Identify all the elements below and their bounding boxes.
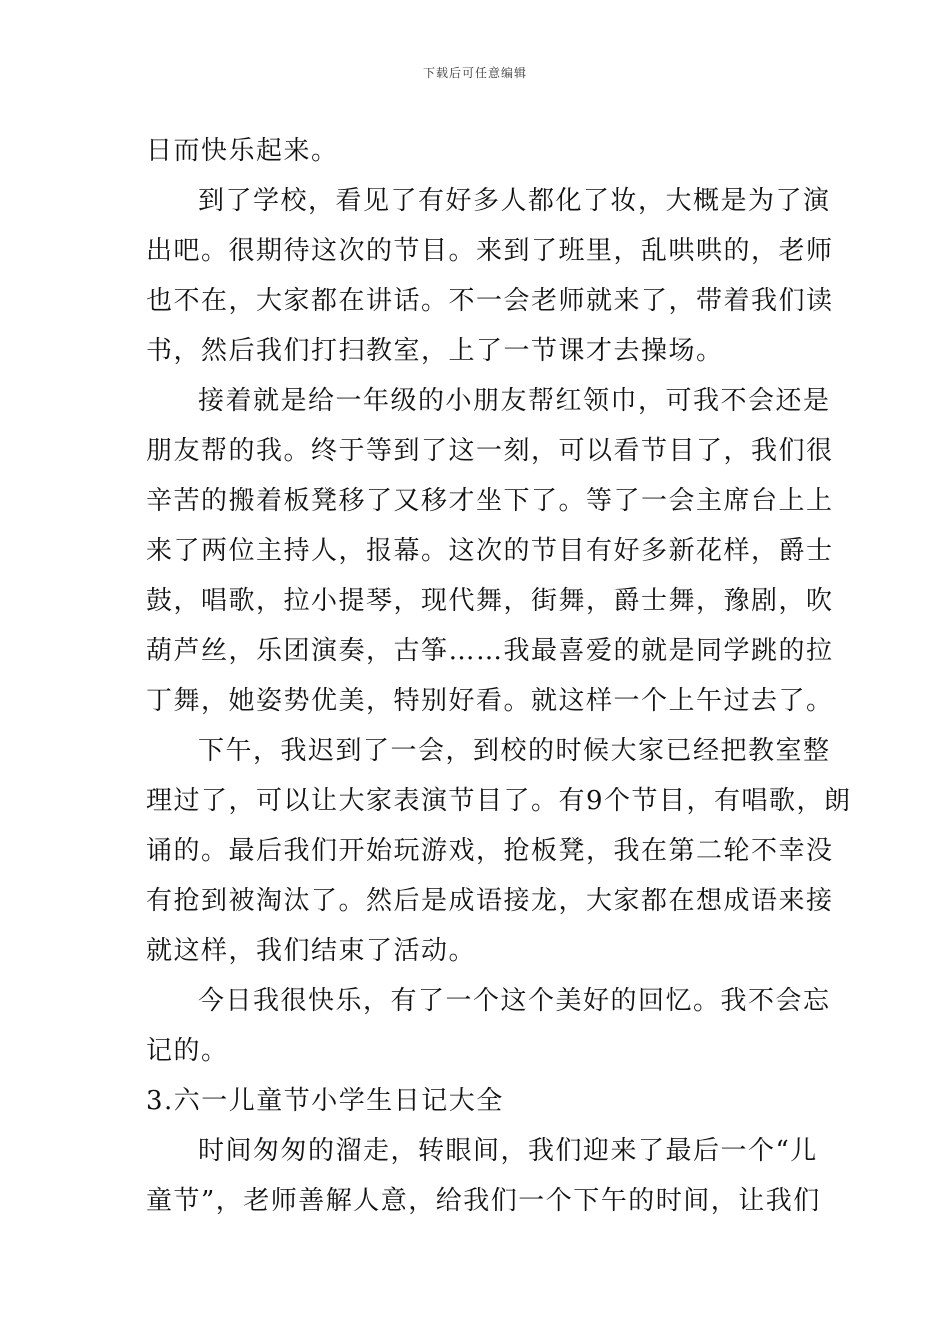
- text-line: 时间匆匆的溜走，转眼间，我们迎来了最后一个“儿: [198, 1136, 818, 1166]
- text-line: 书，然后我们打扫教室，上了一节课才去操场。: [146, 336, 724, 366]
- text-line: 就这样，我们结束了活动。: [146, 936, 477, 966]
- text-line: 出吧。很期待这次的节目。来到了班里，乱哄哄的，老师: [146, 236, 834, 266]
- text-line: 诵的。最后我们开始玩游戏，抢板凳，我在第二轮不幸没: [146, 836, 834, 866]
- text-line: 记的。: [146, 1036, 229, 1066]
- text-line: 下午，我迟到了一会，到校的时候大家已经把教室整: [198, 736, 831, 766]
- page-header-note: 下载后可任意编辑: [422, 66, 527, 80]
- text-line: 朋友帮的我。终于等到了这一刻，可以看节目了，我们很: [146, 436, 834, 466]
- text-line: 鼓，唱歌，拉小提琴，现代舞，街舞，爵士舞，豫剧，吹: [146, 586, 834, 616]
- text-line: 也不在，大家都在讲话。不一会老师就来了，带着我们读: [146, 286, 834, 316]
- text-line: 到了学校，看见了有好多人都化了妆，大概是为了演: [198, 186, 831, 216]
- document-body: [146, 126, 852, 1226]
- text-line: 来了两位主持人，报幕。这次的节目有好多新花样，爵士: [146, 536, 834, 566]
- text-line: 日而快乐起来。: [146, 136, 339, 166]
- text-line: 理过了，可以让大家表演节目了。有9个节目，有唱歌，朗: [146, 786, 852, 816]
- text-line: 接着就是给一年级的小朋友帮红领巾，可我不会还是: [198, 386, 831, 416]
- text-line: 有抢到被淘汰了。然后是成语接龙，大家都在想成语来接: [146, 886, 834, 916]
- text-line: 3.六一儿童节小学生日记大全: [146, 1086, 504, 1116]
- text-line: 丁舞，她姿势优美，特别好看。就这样一个上午过去了。: [146, 686, 834, 716]
- text-line: 辛苦的搬着板凳移了又移才坐下了。等了一会主席台上上: [146, 486, 834, 516]
- text-line: 今日我很快乐，有了一个这个美好的回忆。我不会忘: [198, 986, 831, 1016]
- text-line: 葫芦丝，乐团演奏，古筝……我最喜爱的就是同学跳的拉: [146, 636, 834, 666]
- text-line: 童节”，老师善解人意，给我们一个下午的时间，让我们: [146, 1186, 821, 1216]
